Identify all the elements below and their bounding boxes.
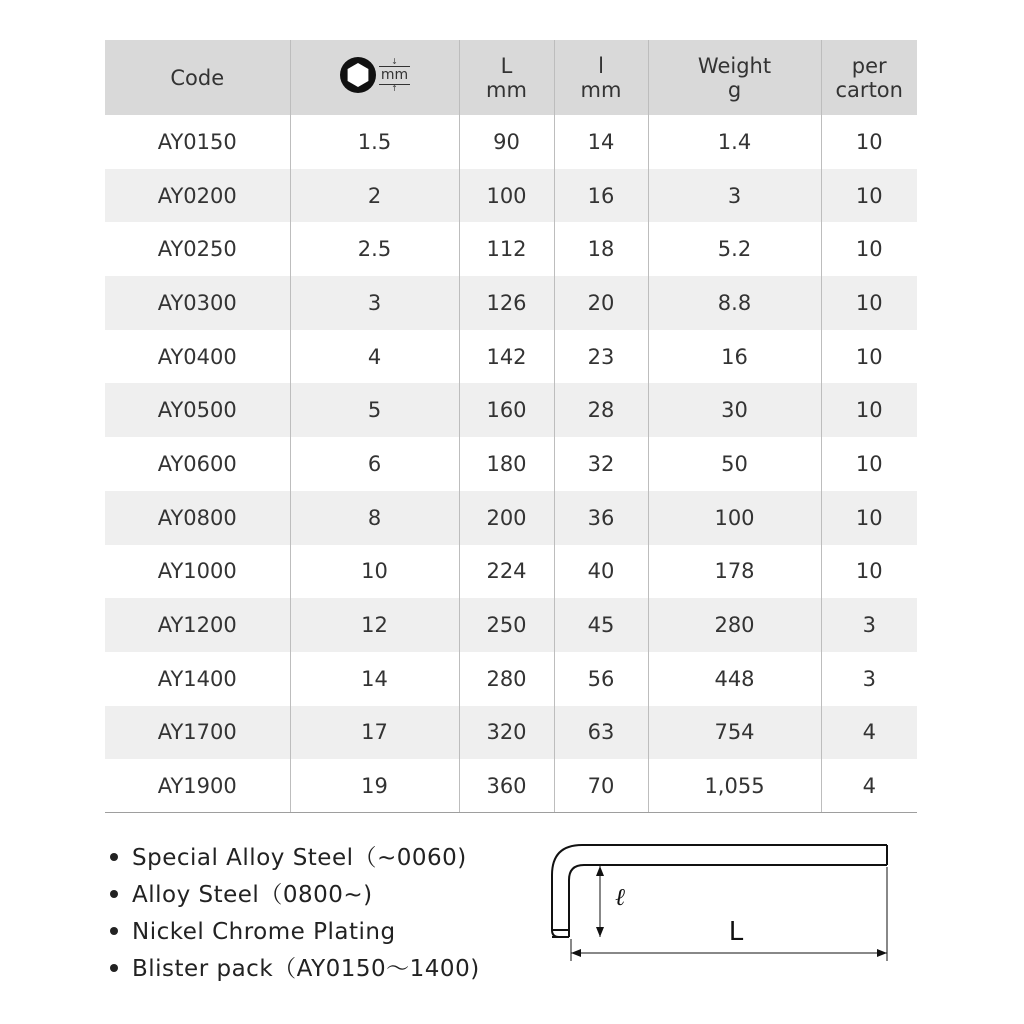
cell-code: AY0600 xyxy=(157,451,237,476)
cell-length-l: 70 xyxy=(554,759,648,813)
cell-code: AY0200 xyxy=(157,183,237,208)
cell-length-L: 112 xyxy=(459,222,554,276)
header-weight xyxy=(648,40,821,115)
cell-hex-size: 19 xyxy=(290,759,459,813)
cell-length-l: 36 xyxy=(554,491,648,545)
cell-hex-size: 6 xyxy=(290,437,459,491)
cell-hex-size: 14 xyxy=(290,652,459,706)
hex-key-diagram xyxy=(540,835,900,975)
cell-per-carton: 10 xyxy=(821,115,917,169)
cell-code: AY1400 xyxy=(157,666,237,691)
cell-hex-size: 2 xyxy=(290,169,459,223)
cell-length-l: 18 xyxy=(554,222,648,276)
cell-weight: 448 xyxy=(648,652,821,706)
cell-per-carton: 3 xyxy=(821,652,917,706)
cell-per-carton: 10 xyxy=(821,330,917,384)
header-per-carton-line2: carton xyxy=(835,77,903,102)
cell-hex-size: 3 xyxy=(290,276,459,330)
cell-length-L: 180 xyxy=(459,437,554,491)
cell-weight: 754 xyxy=(648,706,821,760)
cell-length-L: 200 xyxy=(459,491,554,545)
cell-length-l: 28 xyxy=(554,383,648,437)
cell-code: AY0400 xyxy=(157,344,237,369)
cell-code: AY1000 xyxy=(157,559,237,584)
cell-hex-size: 10 xyxy=(290,545,459,599)
bullet-icon xyxy=(110,927,118,935)
note-material-alloy xyxy=(110,877,480,914)
table-row xyxy=(105,222,917,276)
hex-size-unit: ↓ mm ↑ xyxy=(380,56,409,93)
cell-per-carton: 10 xyxy=(821,169,917,223)
header-length-l-line2: mm xyxy=(580,77,622,102)
cell-per-carton: 4 xyxy=(821,759,917,813)
table-row xyxy=(105,598,917,652)
cell-weight: 5.2 xyxy=(648,222,821,276)
header-length-l xyxy=(554,40,648,115)
header-weight-line1: Weight xyxy=(697,53,772,78)
cell-per-carton: 4 xyxy=(821,706,917,760)
header-code: Code xyxy=(170,65,225,90)
table-row xyxy=(105,545,917,599)
hex-size-unit-label: mm xyxy=(380,66,409,83)
dimension-label-long: L xyxy=(728,917,744,947)
cell-length-l: 32 xyxy=(554,437,648,491)
cell-per-carton: 10 xyxy=(821,437,917,491)
cell-code: AY0300 xyxy=(157,290,237,315)
cell-code: AY1900 xyxy=(105,759,290,813)
cell-hex-size: 8 xyxy=(290,491,459,545)
header-hex-size xyxy=(290,40,459,115)
table-body xyxy=(105,115,917,813)
table-row xyxy=(105,652,917,706)
cell-length-l: 63 xyxy=(554,706,648,760)
bullet-icon xyxy=(110,853,118,861)
bullet-icon xyxy=(110,890,118,898)
table-row xyxy=(105,437,917,491)
cell-weight: 178 xyxy=(648,545,821,599)
cell-per-carton: 10 xyxy=(821,491,917,545)
cell-weight: 100 xyxy=(648,491,821,545)
note-text: Nickel Chrome Plating xyxy=(132,919,396,945)
cell-weight: 50 xyxy=(648,437,821,491)
cell-code: AY0150 xyxy=(157,129,237,154)
cell-per-carton: 3 xyxy=(821,598,917,652)
cell-hex-size: 4 xyxy=(290,330,459,384)
table-header-row xyxy=(105,40,917,115)
hex-key-outline xyxy=(552,845,887,937)
cell-hex-size: 5 xyxy=(290,383,459,437)
header-length-L-line1: L xyxy=(500,53,513,78)
table-row xyxy=(105,276,917,330)
table-row xyxy=(105,759,917,813)
cell-per-carton: 10 xyxy=(821,222,917,276)
cell-code: AY0800 xyxy=(157,505,237,530)
cell-code: AY0500 xyxy=(157,398,237,423)
dimension-label-short: ℓ xyxy=(615,883,625,911)
cell-weight: 30 xyxy=(648,383,821,437)
cell-length-L: 250 xyxy=(459,598,554,652)
cell-hex-size: 2.5 xyxy=(290,222,459,276)
table-row xyxy=(105,169,917,223)
cell-weight: 1,055 xyxy=(648,759,821,813)
header-length-L xyxy=(459,40,554,115)
table-row xyxy=(105,706,917,760)
cell-length-L: 142 xyxy=(459,330,554,384)
cell-length-l: 56 xyxy=(554,652,648,706)
cell-weight: 3 xyxy=(648,169,821,223)
table-row xyxy=(105,383,917,437)
cell-length-L: 360 xyxy=(459,759,554,813)
header-weight-line2: g xyxy=(727,77,742,102)
note-text: Special Alloy Steel（~0060) xyxy=(132,845,467,871)
cell-length-l: 20 xyxy=(554,276,648,330)
cell-length-l: 40 xyxy=(554,545,648,599)
header-length-L-line2: mm xyxy=(486,77,527,102)
bullet-icon xyxy=(110,964,118,972)
cell-length-L: 160 xyxy=(459,383,554,437)
cell-code: AY1700 xyxy=(157,720,237,745)
cell-code: AY0250 xyxy=(157,237,237,262)
cell-length-L: 126 xyxy=(459,276,554,330)
cell-per-carton: 10 xyxy=(821,545,917,599)
table-row xyxy=(105,330,917,384)
cell-hex-size: 1.5 xyxy=(290,115,459,169)
cell-hex-size: 12 xyxy=(290,598,459,652)
cell-weight: 8.8 xyxy=(648,276,821,330)
table-row xyxy=(105,491,917,545)
cell-length-L: 224 xyxy=(459,545,554,599)
cell-hex-size: 17 xyxy=(290,706,459,760)
header-per-carton-line1: per xyxy=(851,53,887,78)
cell-length-l: 16 xyxy=(554,169,648,223)
cell-weight: 280 xyxy=(648,598,821,652)
header-per-carton xyxy=(821,40,917,115)
cell-length-l: 23 xyxy=(554,330,648,384)
cell-length-L: 90 xyxy=(459,115,554,169)
cell-length-l: 45 xyxy=(554,598,648,652)
hex-socket-icon xyxy=(339,56,377,94)
note-plating xyxy=(110,914,480,951)
cell-length-L: 100 xyxy=(459,169,554,223)
cell-length-L: 320 xyxy=(459,706,554,760)
table-row xyxy=(105,115,917,169)
cell-code: AY1200 xyxy=(157,613,237,638)
note-packaging xyxy=(110,951,480,988)
cell-weight: 1.4 xyxy=(648,115,821,169)
note-material-special xyxy=(110,840,480,877)
cell-length-L: 280 xyxy=(459,652,554,706)
spec-table xyxy=(105,40,917,813)
note-text: Blister pack（AY0150～1400) xyxy=(132,956,480,982)
cell-per-carton: 10 xyxy=(821,276,917,330)
cell-weight: 16 xyxy=(648,330,821,384)
header-length-l-line1: l xyxy=(598,53,604,78)
cell-per-carton: 10 xyxy=(821,383,917,437)
spec-notes-list xyxy=(110,840,480,988)
note-text: Alloy Steel（0800~) xyxy=(132,882,373,908)
cell-length-l: 14 xyxy=(554,115,648,169)
